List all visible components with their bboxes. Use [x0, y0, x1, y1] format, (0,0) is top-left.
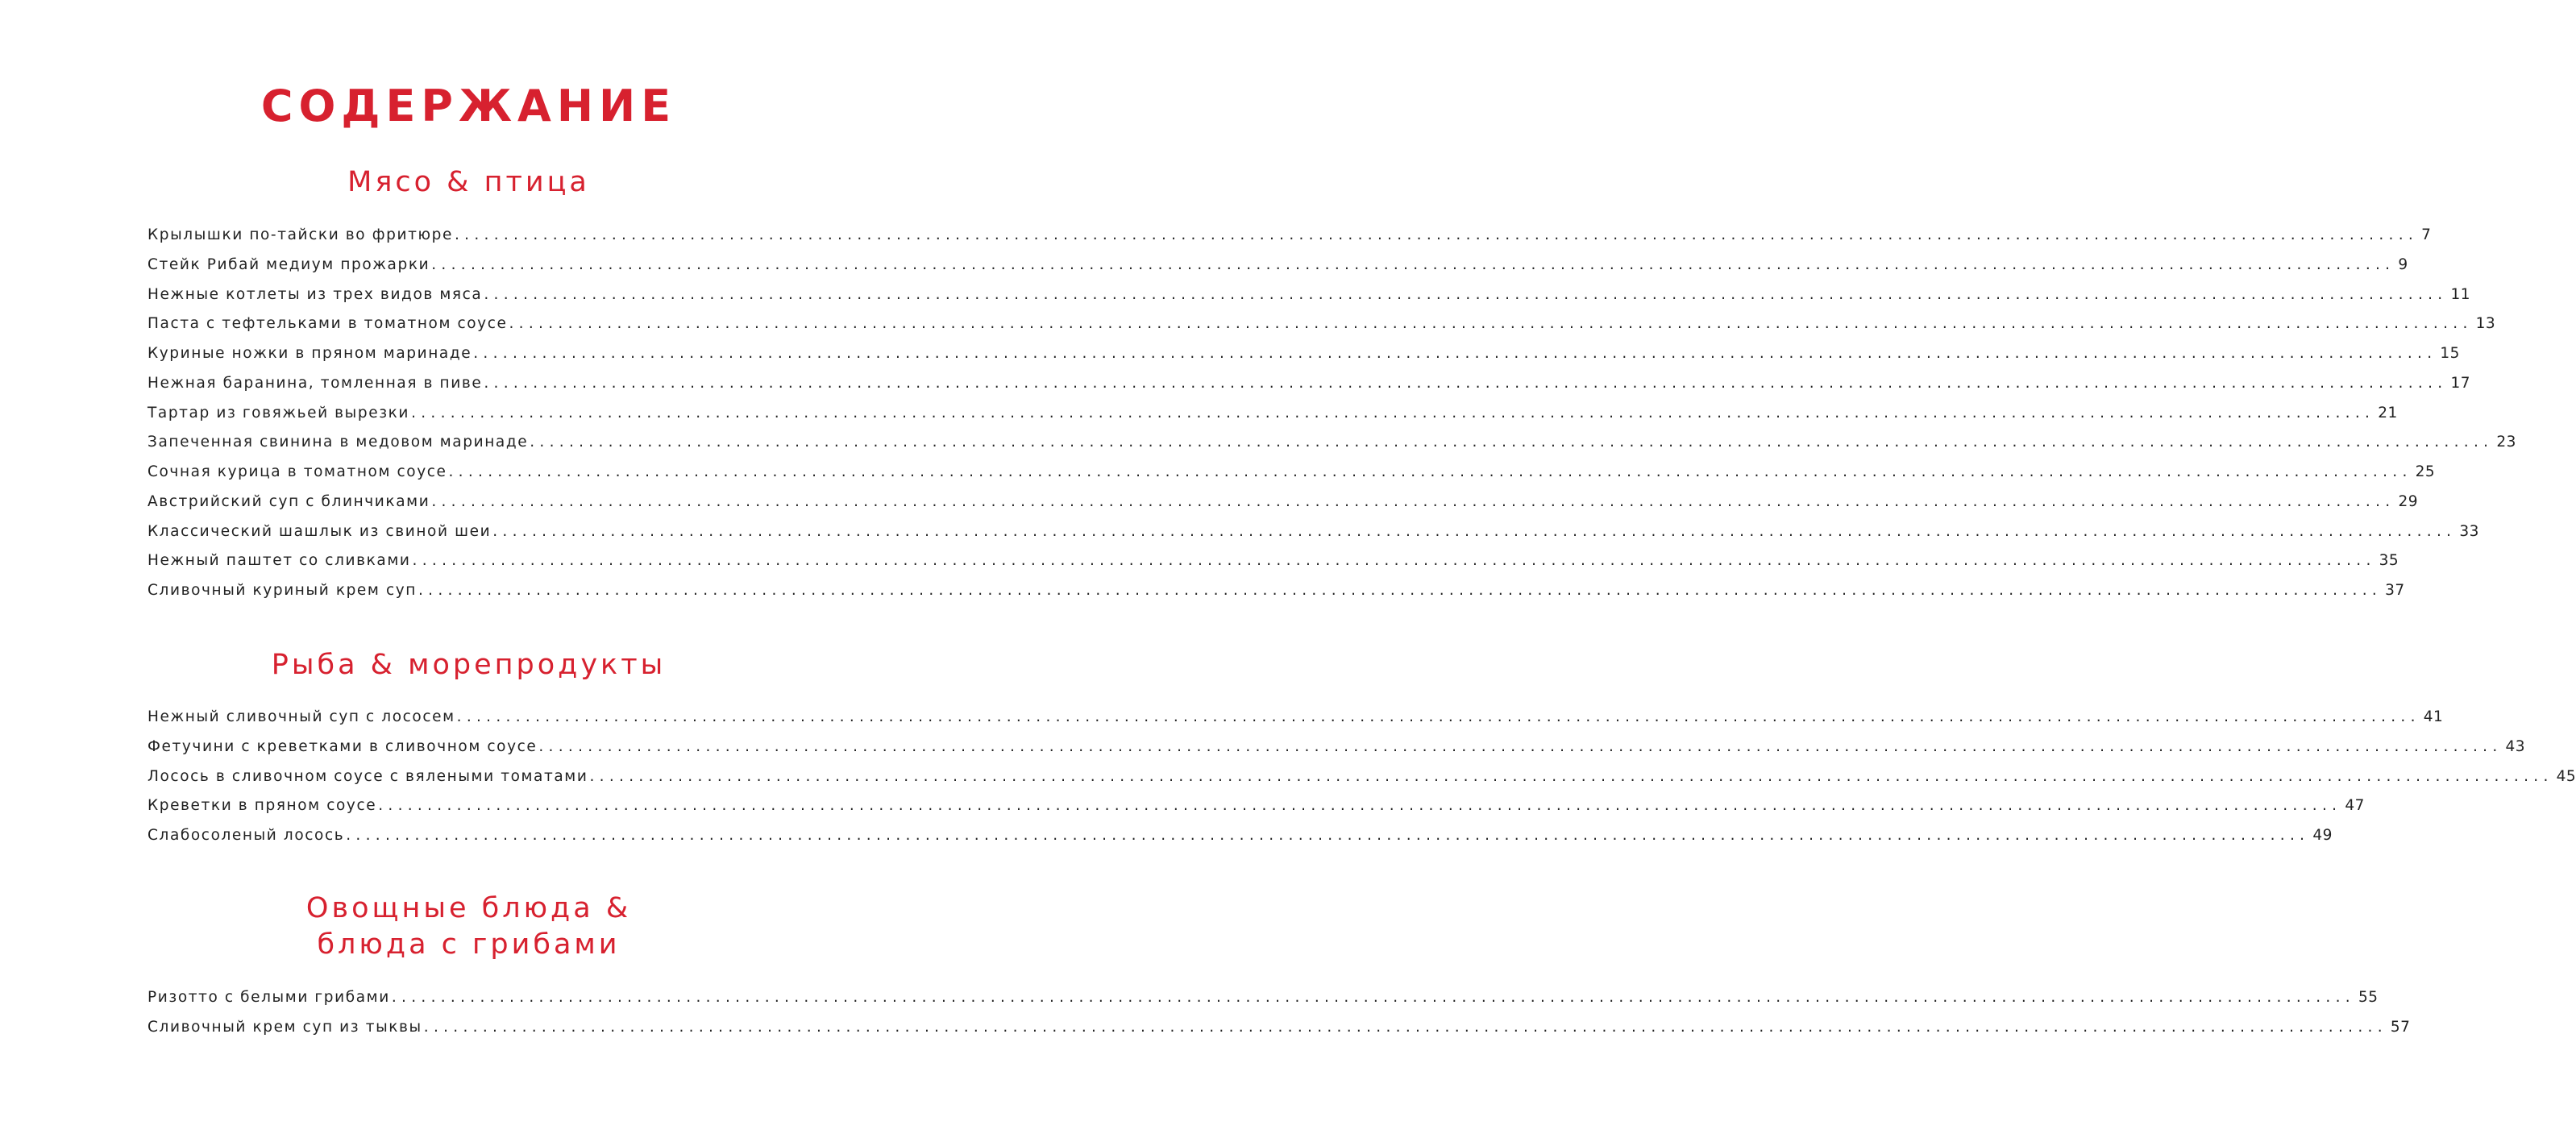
section-title-fish: Рыба & морепродукты — [271, 649, 667, 681]
toc-entry-page-number: 43 — [2505, 737, 2526, 755]
dot-leader: ........................................................................................................................................................................................................ — [492, 522, 2457, 540]
toc-entry-page-number: 15 — [2440, 345, 2460, 362]
toc-entry-page-number: 33 — [2459, 522, 2479, 540]
section-title-meat: Мясо & птица — [347, 166, 590, 198]
toc-entry — [147, 1018, 2411, 1049]
dot-leader: ........................................................................................................................................................................................................ — [378, 797, 2342, 815]
dot-leader: ........................................................................................................................................................................................................ — [509, 315, 2473, 333]
dot-leader: ........................................................................................................................................................................................................ — [346, 827, 2310, 844]
toc-entry — [147, 255, 2408, 286]
toc-entry — [147, 345, 2460, 375]
toc-entry — [147, 708, 2444, 738]
toc-entry-title: Паста с тефтельками в томатном соусе — [147, 315, 508, 333]
toc-entry-page-number: 35 — [2379, 552, 2399, 570]
toc-entry-page-number: 17 — [2450, 374, 2470, 392]
toc-entry-page-number: 45 — [2556, 767, 2576, 785]
toc-entry-page-number: 55 — [2358, 989, 2379, 1006]
toc-entry-title: Тартар из говяжьей вырезки — [147, 404, 410, 422]
toc-entry-page-number: 49 — [2312, 827, 2333, 844]
toc-entry — [147, 737, 2526, 768]
section-title-vegetables-line-2: блюда с грибами — [317, 928, 621, 961]
dot-leader: ........................................................................................................................................................................................................ — [448, 463, 2412, 480]
toc-entry — [147, 285, 2471, 316]
toc-entry-page-number: 21 — [2378, 404, 2398, 422]
dot-leader: ........................................................................................................................................................................................................ — [423, 1018, 2387, 1036]
toc-entry — [147, 797, 2365, 827]
toc-entry — [147, 767, 2576, 798]
toc-entry-page-number: 25 — [2415, 463, 2436, 480]
toc-entry-title: Классический шашлык из свиной шеи — [147, 522, 492, 540]
page-title: СОДЕРЖАНИЕ — [260, 81, 677, 131]
toc-entry — [147, 404, 2398, 434]
toc-entry-title: Австрийский суп с блинчиками — [147, 492, 430, 510]
toc-entry-title: Крылышки по-тайски во фритюре — [147, 226, 453, 243]
toc-entry — [147, 226, 2432, 256]
section-title-vegetables-line-1: Овощные блюда & — [305, 892, 632, 924]
toc-entry-title: Сливочный крем суп из тыквы — [147, 1018, 422, 1036]
dot-leader: ........................................................................................................................................................................................................ — [431, 492, 2395, 510]
dot-leader: ........................................................................................................................................................................................................ — [418, 582, 2383, 599]
toc-entry — [147, 552, 2399, 582]
toc-list-vegetables — [147, 989, 2411, 1049]
toc-entry — [147, 582, 2405, 612]
toc-entry-page-number: 37 — [2385, 582, 2405, 599]
toc-entry-title: Куриные ножки в пряном маринаде — [147, 345, 472, 362]
dot-leader: ........................................................................................................................................................................................................ — [391, 989, 2355, 1006]
toc-entry — [147, 463, 2436, 493]
toc-entry-page-number: 47 — [2345, 797, 2365, 815]
toc-entry-title: Фетучини с креветками в сливочном соусе — [147, 737, 538, 755]
toc-entry-title: Ризотто с белыми грибами — [147, 989, 390, 1006]
toc-entry — [147, 989, 2379, 1019]
toc-entry-title: Слабосоленый лосось — [147, 827, 345, 844]
toc-entry-page-number: 9 — [2398, 255, 2408, 273]
toc-entry-title: Лосось в сливочном соусе с вялеными томатами — [147, 767, 588, 785]
dot-leader: ........................................................................................................................................................................................................ — [411, 404, 2375, 422]
dot-leader: ........................................................................................................................................................................................................ — [473, 345, 2437, 362]
toc-entry-title: Нежный паштет со сливками — [147, 552, 411, 570]
toc-entry-page-number: 13 — [2475, 315, 2496, 333]
toc-entry-title: Сочная курица в томатном соусе — [147, 463, 447, 480]
toc-entry-title: Запеченная свинина в медовом маринаде — [147, 434, 529, 451]
toc-entry-title: Креветки в пряном соусе — [147, 797, 377, 815]
dot-leader: ........................................................................................................................................................................................................ — [484, 374, 2448, 392]
dot-leader: ........................................................................................................................................................................................................ — [456, 708, 2420, 725]
toc-entry-title: Нежная баранина, томленная в пиве — [147, 374, 483, 392]
toc-entry — [147, 492, 2418, 523]
toc-entry-title: Нежные котлеты из трех видов мяса — [147, 285, 483, 303]
toc-entry — [147, 434, 2516, 463]
toc-entry — [147, 374, 2470, 405]
toc-entry-page-number: 23 — [2496, 434, 2516, 451]
dot-leader: ........................................................................................................................................................................................................ — [454, 226, 2419, 243]
toc-entry-page-number: 29 — [2398, 492, 2418, 510]
toc-entry-title: Стейк Рибай медиум прожарки — [147, 255, 430, 273]
toc-list-meat — [147, 226, 2516, 612]
toc-entry — [147, 315, 2496, 345]
dot-leader: ........................................................................................................................................................................................................ — [412, 552, 2376, 570]
toc-entry-page-number: 57 — [2390, 1018, 2411, 1036]
toc-entry — [147, 522, 2479, 553]
dot-leader: ........................................................................................................................................................................................................ — [538, 737, 2503, 755]
toc-list-fish — [147, 708, 2576, 857]
toc-entry-page-number: 41 — [2423, 708, 2444, 725]
dot-leader: ........................................................................................................................................................................................................ — [431, 255, 2395, 273]
toc-entry-page-number: 7 — [2421, 226, 2432, 243]
toc-entry — [147, 827, 2333, 857]
dot-leader: ........................................................................................................................................................................................................ — [589, 767, 2553, 785]
dot-leader: ........................................................................................................................................................................................................ — [530, 434, 2494, 451]
toc-entry-title: Сливочный куриный крем суп — [147, 582, 417, 599]
toc-entry-page-number: 11 — [2450, 285, 2471, 303]
dot-leader: ........................................................................................................................................................................................................ — [484, 285, 2448, 303]
toc-entry-title: Нежный сливочный суп с лососем — [147, 708, 455, 725]
